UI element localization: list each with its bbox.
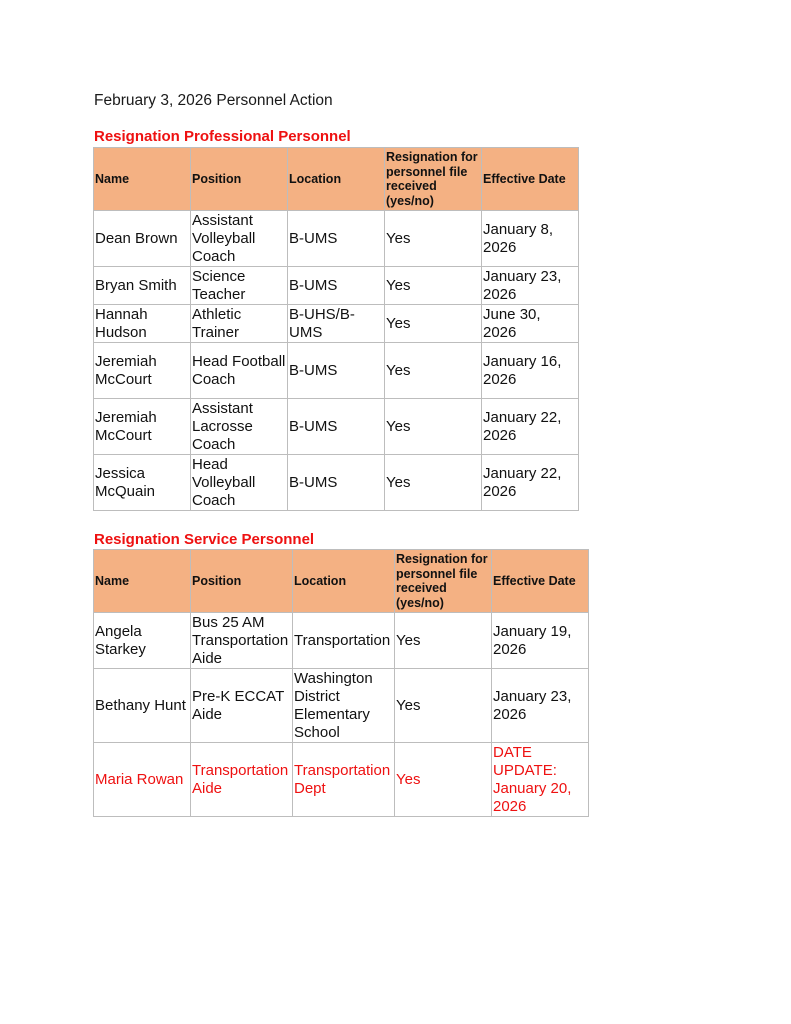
service-resignations-table [93, 549, 589, 817]
cell-position: Pre-K ECCAT Aide [191, 669, 293, 743]
column-header-position: Position [191, 550, 293, 613]
cell-name: Dean Brown [94, 211, 191, 267]
cell-received: Yes [395, 743, 492, 817]
cell-name: Maria Rowan [94, 743, 191, 817]
cell-received: Yes [385, 343, 482, 399]
cell-effective-date: January 19, 2026 [492, 613, 589, 669]
table-row [94, 211, 579, 267]
column-header-name: Name [94, 550, 191, 613]
cell-position: Assistant Volleyball Coach [191, 211, 288, 267]
cell-position: Science Teacher [191, 267, 288, 305]
document-title: February 3, 2026 Personnel Action [94, 92, 333, 109]
cell-received: Yes [385, 305, 482, 343]
table-row [94, 455, 579, 511]
section-heading-professional: Resignation Professional Personnel [94, 128, 351, 145]
column-header-received: Resignation for personnel file received (yes/no) [385, 148, 482, 211]
table-row [94, 399, 579, 455]
cell-effective-date: June 30, 2026 [482, 305, 579, 343]
cell-effective-date: January 8, 2026 [482, 211, 579, 267]
table-row [94, 343, 579, 399]
cell-received: Yes [395, 669, 492, 743]
cell-location: Washington District Elementary School [293, 669, 395, 743]
cell-position: Transportation Aide [191, 743, 293, 817]
cell-location: B-UMS [288, 455, 385, 511]
column-header-name: Name [94, 148, 191, 211]
cell-name: Angela Starkey [94, 613, 191, 669]
cell-effective-date: January 22, 2026 [482, 455, 579, 511]
cell-name: Jeremiah McCourt [94, 343, 191, 399]
column-header-effective-date: Effective Date [492, 550, 589, 613]
column-header-location: Location [293, 550, 395, 613]
cell-position: Bus 25 AM Transportation Aide [191, 613, 293, 669]
cell-location: B-UMS [288, 267, 385, 305]
cell-effective-date: DATE UPDATE: January 20, 2026 [492, 743, 589, 817]
section-heading-service: Resignation Service Personnel [94, 531, 315, 548]
cell-received: Yes [385, 211, 482, 267]
cell-received: Yes [385, 399, 482, 455]
cell-position: Athletic Trainer [191, 305, 288, 343]
cell-received: Yes [395, 613, 492, 669]
table-row [94, 305, 579, 343]
table-row [94, 669, 589, 743]
cell-position: Head Volleyball Coach [191, 455, 288, 511]
table-header-row [94, 550, 589, 613]
cell-name: Bryan Smith [94, 267, 191, 305]
cell-position: Assistant Lacrosse Coach [191, 399, 288, 455]
cell-location: Transportation [293, 613, 395, 669]
cell-effective-date: January 16, 2026 [482, 343, 579, 399]
cell-location: B-UMS [288, 399, 385, 455]
column-header-position: Position [191, 148, 288, 211]
table-row [94, 267, 579, 305]
cell-location: B-UMS [288, 343, 385, 399]
cell-name: Bethany Hunt [94, 669, 191, 743]
cell-name: Jeremiah McCourt [94, 399, 191, 455]
table-row [94, 613, 589, 669]
cell-effective-date: January 23, 2026 [492, 669, 589, 743]
cell-location: B-UHS/B-UMS [288, 305, 385, 343]
cell-effective-date: January 23, 2026 [482, 267, 579, 305]
cell-name: Jessica McQuain [94, 455, 191, 511]
cell-received: Yes [385, 267, 482, 305]
cell-location: B-UMS [288, 211, 385, 267]
cell-name: Hannah Hudson [94, 305, 191, 343]
cell-received: Yes [385, 455, 482, 511]
table-row-highlighted [94, 743, 589, 817]
column-header-received: Resignation for personnel file received (yes/no) [395, 550, 492, 613]
column-header-effective-date: Effective Date [482, 148, 579, 211]
column-header-location: Location [288, 148, 385, 211]
cell-location: Transportation Dept [293, 743, 395, 817]
professional-resignations-table [93, 147, 579, 511]
table-header-row [94, 148, 579, 211]
cell-effective-date: January 22, 2026 [482, 399, 579, 455]
cell-position: Head Football Coach [191, 343, 288, 399]
